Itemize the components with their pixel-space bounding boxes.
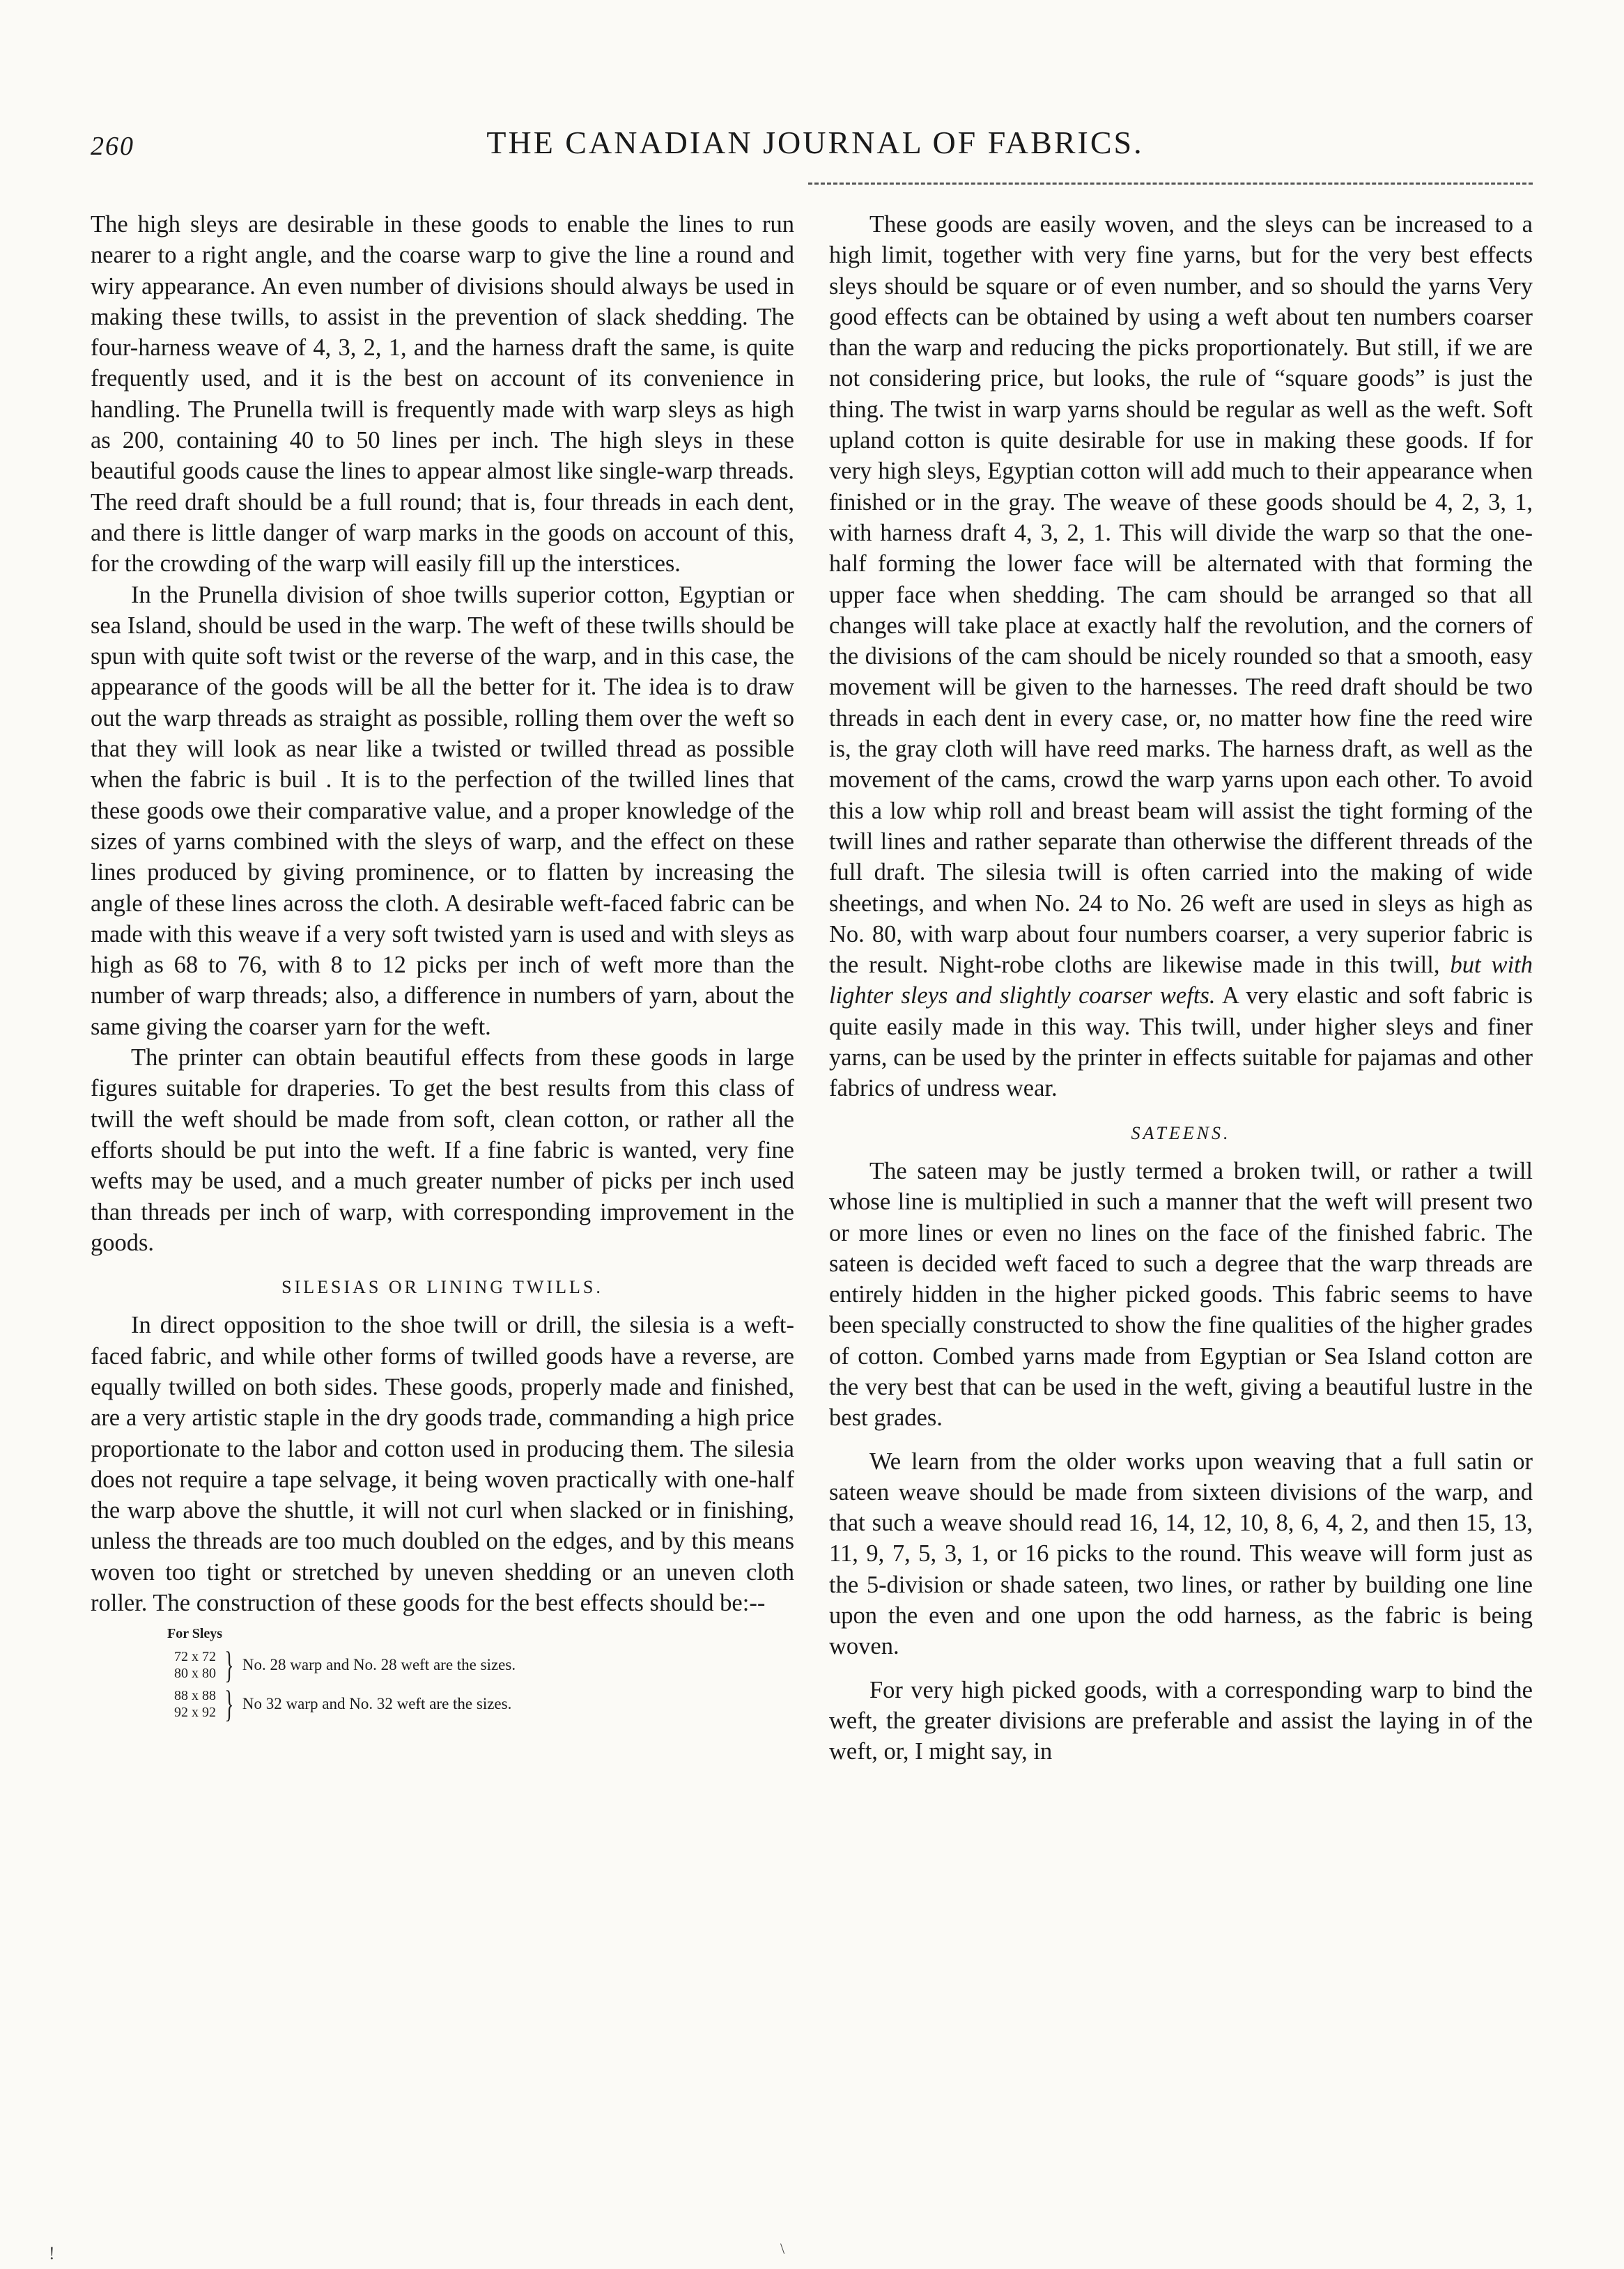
sley-value: 72 x 72 (174, 1649, 216, 1665)
page-header (91, 124, 1540, 173)
sley-value: 88 x 88 (174, 1688, 216, 1704)
paragraph-text: A very elastic and soft fabric is quite easily made in this way. This twill, under higher sleys and finer yarns, can be used by the printer in effects suitable for pajamas and other fabrics of undress wear. (829, 982, 1533, 1102)
footer-mark: \ (780, 2240, 785, 2257)
sley-value: 92 x 92 (174, 1705, 216, 1721)
paragraph: In direct opposition to the shoe twill or drill, the silesia is a weft-faced fabric, and while other forms of twilled goods have a reverse, are equally twilled on both sides. These goods, properly made and finished, are a very artistic staple in the dry goods trade, commanding a high price proportionate to the labor and cotton used in producing them. The silesia does not require a tape selvage, it being woven practically with one-half the warp above the shuttle, it will not curl when slacked or in finishing, unless the threads are too much doubled on the edges, and by this means woven too tight or stretched by uneven shedding or an uneven cloth roller. The construction of these goods for the best effects should be:-- (91, 1312, 794, 1617)
footer-mark: ! (49, 2243, 55, 2263)
sley-value: 80 x 80 (174, 1666, 216, 1682)
paragraph-text: These goods are easily woven, and the sleys can be increased to a high limit, together with very fine yarns, but for the very best effects sleys should be square or of even number, and so should the yarns Very good effects can be obtained by using a weft about ten numbers coarser than the warp and reducing the picks proportionately. But still, if we are not considering price, but looks, the rule of “square goods” is just the thing. The twist in warp yarns should be regular as well as the weft. Soft upland cotton is quite desirable for use in making these goods. If for very high sleys, Egyptian cotton will add much to their appearance when finished or in the gray. The weave of these goods should be 4, 2, 3, 1, with harness draft 4, 3, 2, 1. This will divide the warp so that the one-half forming the lower face will be alternated with that forming the upper face when shedding. The cam should be arranged so that all changes will take place at exactly half the revolution, and the corners of the divisions of the cam should be nicely rounded so that a smooth, easy movement will be given to the harnesses. The reed draft should be two threads in each dent in every case, or, no matter how fine the reed wire is, the gray cloth will have reed marks. The harness draft, as well as the movement of the cams, crowd the warp yarns upon each other. To avoid this a low whip roll and breast beam will assist the tight forming of the twill lines and rather separate than otherwise the different threads of the full draft. The silesia twill is often carried into the making of wide sheetings, and when No. 24 to No. 26 weft are used in sleys as high as No. 80, with warp about four numbers coarser, a very superior fabric is the result. Night-robe cloths are likewise made in this twill, (829, 211, 1533, 979)
page-number: 260 (91, 132, 134, 161)
section-heading-silesias: SILESIAS OR LINING TWILLS. (281, 1277, 603, 1298)
brace-icon: } (224, 1644, 234, 1687)
left-column (91, 209, 794, 1726)
sley-values (160, 1687, 216, 1721)
sley-table (160, 1624, 794, 1726)
paragraph (829, 209, 1533, 1104)
sley-description: No. 28 warp and No. 28 weft are the sizes. (242, 1656, 516, 1674)
section-heading-sateens: SATEENS. (1131, 1122, 1231, 1143)
sley-description: No 32 warp and No. 32 weft are the sizes. (242, 1695, 512, 1713)
brace-icon: } (224, 1683, 234, 1726)
sley-row (160, 1644, 794, 1687)
paragraph: The printer can obtain beautiful effects from these goods in large figures suitable for draperies. To get the best results from this class of twill the weft should be made from soft, clean cotton, or rather all the efforts should be put into the weft. If a fine fabric is wanted, very fine wefts may be used, and a much greater number of picks per inch used than threads per inch of warp, with corresponding improvement in the goods. (91, 1044, 794, 1256)
paragraph: In the Prunella division of shoe twills superior cotton, Egyptian or sea Island, should be used in the warp. The weft of these twills should be spun with quite soft twist or the reverse of the warp, and in this case, the appearance of the goods will be all the better for it. The idea is to draw out the warp threads as straight as possible, rolling them over the weft so that they will look as near like a twisted or twilled thread as possible when the fabric is buil . It is to the perfection of the twilled lines that these goods owe their comparative value, and a proper knowledge of the sizes of yarns combined with the sleys of warp, and the effect on these lines produced by giving prominence, or to flatten by increasing the angle of these lines across the cloth. A desirable weft-faced fabric can be made with this weave if a very soft twisted yarn is used and with sleys as high as 68 to 76, with 8 to 12 picks per inch of weft more than the number of warp threads; also, a difference in numbers of yarn, about the same giving the coarser yarn for the weft. (91, 581, 794, 1040)
paragraph-italic: but with lighter sleys and slightly coarser wefts. (829, 952, 1533, 1009)
right-column (829, 209, 1533, 1767)
paragraph: We learn from the older works upon weaving that a full satin or sateen weave should be made from sixteen divisions of the warp, and that such a weave should read 16, 14, 12, 10, 8, 6, 4, 2, and then 15, 13, 11, 9, 7, 5, 3, 1, or 16 picks to the round. This weave will form just as the 5-division or shade sateen, two lines, or rather by building one line upon the even and one upon the odd harness, as the fabric is being woven. (829, 1448, 1533, 1660)
sley-table-heading: For Sleys (167, 1626, 223, 1642)
header-rule (808, 183, 1533, 185)
paragraph: The high sleys are desirable in these goods to enable the lines to run nearer to a right angle, and the coarse warp to give the line a round and wiry appearance. An even number of divisions should always be used in making these twills, to assist in the prevention of slack shedding. The four-harness weave of 4, 3, 2, 1, and the harness draft the same, is quite frequently used, and it is the best on account of its convenience in handling. The Prunella twill is frequently made with warp sleys as high as 200, containing 40 to 50 lines per inch. The high sleys in these beautiful goods cause the lines to appear almost like single-warp threads. The reed draft should be a full round; that is, four threads in each dent, and there is little danger of warp marks in the goods on account of this, for the crowding of the warp will easily fill up the interstices. (91, 211, 794, 578)
paragraph: The sateen may be justly termed a broken twill, or rather a twill whose line is multiplied in such a manner that the weft will present two or more lines or even no lines on the face of the finished fabric. The sateen is decided weft faced to such a degree that the warp threads are entirely hidden in the higher picked goods. This fabric seems to have been specially constructed to show the fine qualities of the higher grades of cotton. Combed yarns made from Egyptian or Sea Island cotton are the very best that can be used in the weft, giving a beautiful lustre in the best grades. (829, 1157, 1533, 1432)
sley-row (160, 1683, 794, 1726)
paragraph: For very high picked goods, with a corresponding warp to bind the weft, the greater divisions are preferable and assist the laying in of the weft, or, I might say, in (829, 1676, 1533, 1765)
sley-values (160, 1648, 216, 1682)
journal-title: THE CANADIAN JOURNAL OF FABRICS. (486, 125, 1144, 160)
